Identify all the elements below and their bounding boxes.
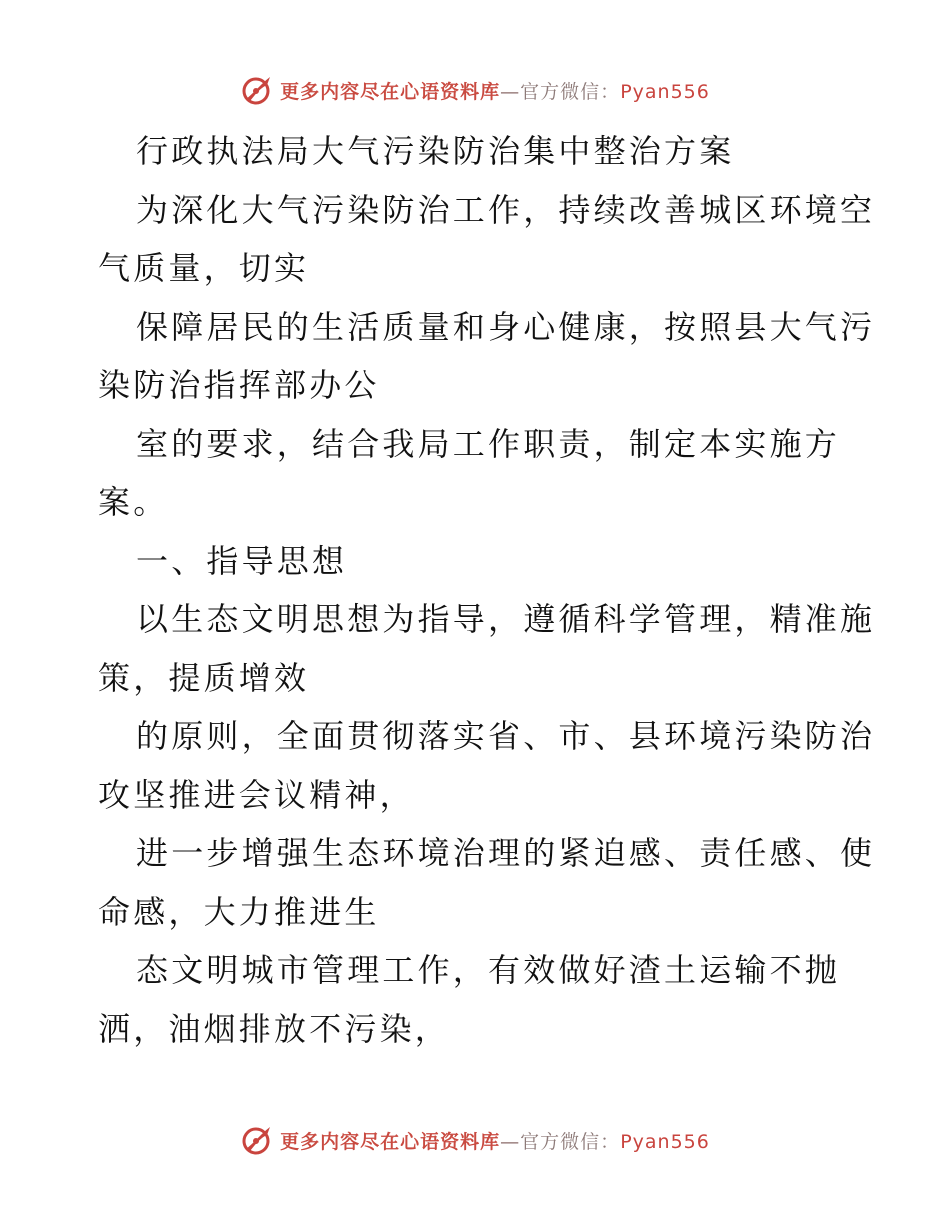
paragraph-line: 以生态文明思想为指导，遵循科学管理，精准施 (136, 600, 876, 638)
paragraph-line: 攻坚推进会议精神， (98, 775, 415, 814)
paragraph-line: 染防治指挥部办公 (98, 366, 380, 404)
watermark-footer (0, 1118, 950, 1162)
document-body (98, 122, 876, 1058)
document-title: 行政执法局大气污染防治集中整治方案 (136, 132, 735, 170)
paragraph-line: 进一步增强生态环境治理的紧迫感、责任感、使 (136, 834, 876, 872)
paragraph-line: 态文明城市管理工作，有效做好渣土运输不抛 (136, 951, 841, 989)
pen-nib-circle-icon (240, 1123, 274, 1157)
paragraph-line: 案。 (98, 483, 169, 521)
watermark-header (0, 68, 950, 112)
paragraph-line: 洒，油烟排放不污染， (98, 1009, 451, 1048)
watermark-text: 更多内容尽在心语资料库—官方微信：Pyan556 (280, 80, 710, 103)
watermark-text: 更多内容尽在心语资料库—官方微信：Pyan556 (280, 1130, 710, 1153)
paragraph-line: 气质量，切实 (98, 249, 310, 287)
section-heading: 一、指导思想 (136, 541, 348, 580)
paragraph-line: 命感，大力推进生 (98, 892, 380, 931)
paragraph-line: 室的要求，结合我局工作职责，制定本实施方 (136, 424, 841, 463)
paragraph-line: 的原则，全面贯彻落实省、市、县环境污染防治 (136, 717, 876, 755)
paragraph-line: 保障居民的生活质量和身心健康，按照县大气污 (136, 307, 876, 346)
paragraph-line: 策，提质增效 (98, 658, 310, 697)
paragraph-line: 为深化大气污染防治工作，持续改善城区环境空 (136, 190, 876, 229)
pen-nib-circle-icon (240, 73, 274, 107)
